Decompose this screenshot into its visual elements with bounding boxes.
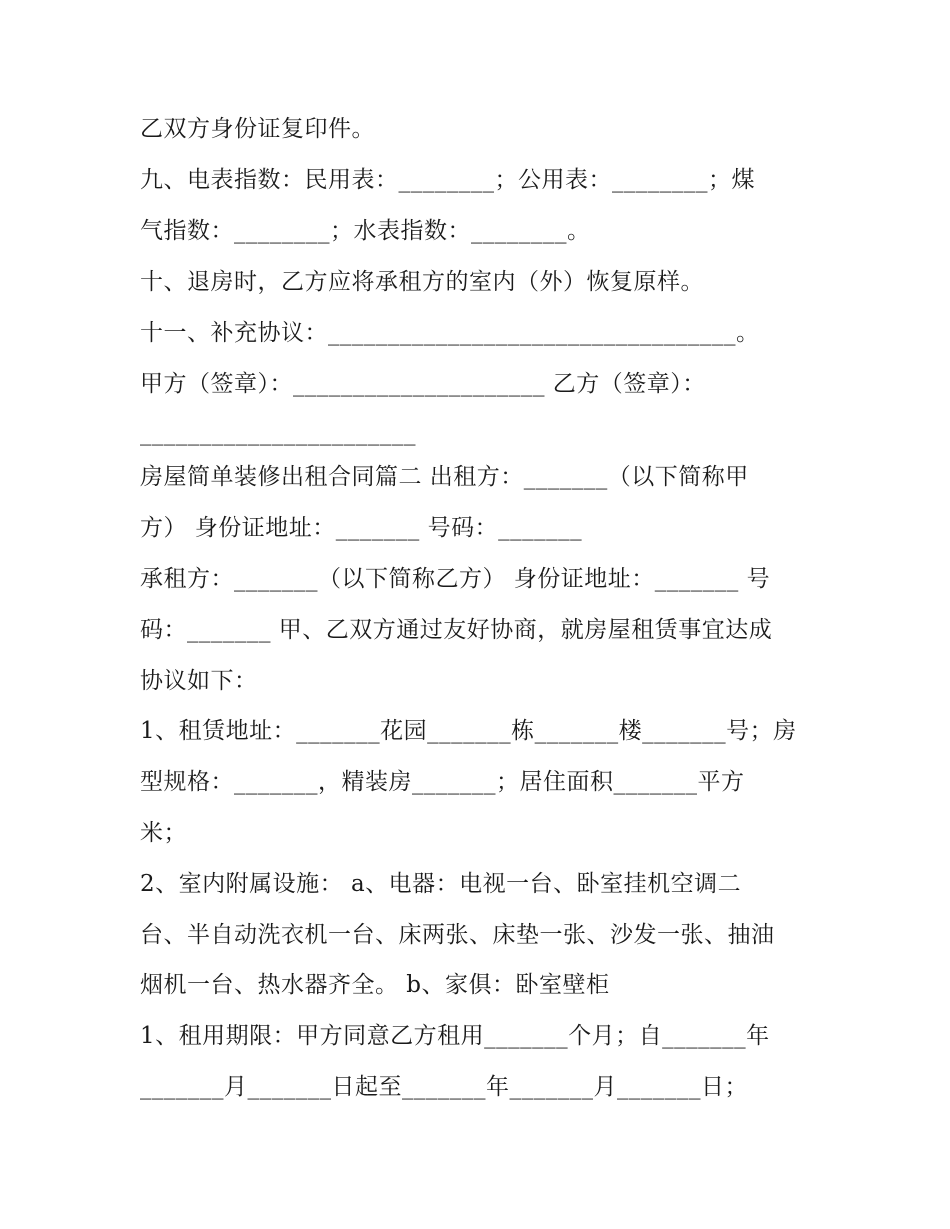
text-line: 1、租赁地址：_______花园_______栋_______楼_______号；房 [140,718,797,744]
text-line: 型规格：_______，精装房_______；居住面积_______平方 [140,769,745,795]
text-line: 台、半自动洗衣机一台、床两张、床垫一张、沙发一张、抽油 [140,922,775,948]
text-line: _______月_______日起至_______年_______月_______日； [140,1074,748,1100]
text-line: 2、室内附属设施： a、电器：电视一台、卧室挂机空调二 [140,871,742,897]
text-line: 码：_______ 甲、乙双方通过友好协商，就房屋租赁事宜达成 [140,617,773,643]
text-line: 协议如下： [140,668,258,694]
text-line: 承租方：_______（以下简称乙方） 身份证地址：_______ 号 [140,566,771,592]
text-line: 甲方（签章）：_____________________ 乙方（签章）： [140,371,706,397]
text-line: 九、电表指数：民用表：________；公用表：________；煤 [140,167,755,193]
text-line: _______________________ [140,420,416,446]
text-line: 气指数：________；水表指数：________。 [140,218,591,244]
text-line: 1、租用期限：甲方同意乙方租用_______个月；自_______年 [140,1023,770,1049]
text-line: 乙双方身份证复印件。 [140,116,375,142]
text-line: 方） 身份证地址：_______ 号码：_______ [140,515,583,541]
text-line: 十一、补充协议：__________________________________。 [140,320,760,346]
text-line: 烟机一台、热水器齐全。 b、家俱：卧室壁柜 [140,972,610,998]
text-line: 十、退房时，乙方应将承租方的室内（外）恢复原样。 [140,269,704,295]
text-line: 米； [140,820,187,846]
text-line: 房屋简单装修出租合同篇二 出租方：_______（以下简称甲 [140,464,749,490]
